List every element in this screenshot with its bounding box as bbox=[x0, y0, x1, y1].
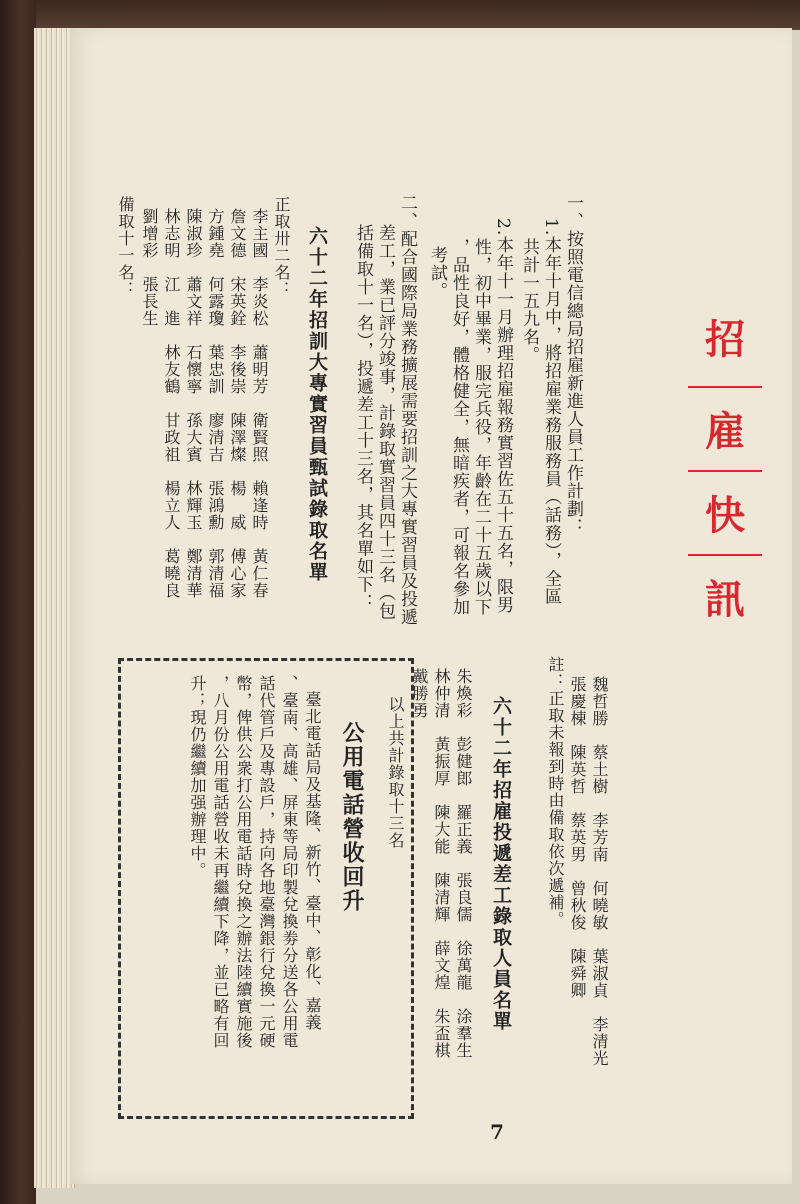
page-number: 7 bbox=[490, 1120, 504, 1144]
list-c-line: 林仲清 黃振厚 陳大能 陳清輝 薛文煌 朱盃棋 bbox=[432, 668, 451, 1059]
notice-line: ，八月份公用電話營收未再繼續下降，並已略有回 bbox=[211, 675, 230, 1049]
notice-line: 臺北電話局及基隆、新竹、臺中、彰化、嘉義 bbox=[303, 691, 322, 1031]
notice-line: 升；現仍繼續加强辦理中。 bbox=[188, 675, 207, 879]
list-a-line: 劉增彩 張長生 bbox=[140, 208, 159, 327]
plan-item1-line: 1.本年十月中，將招雇業務服務員（話務），全區 bbox=[541, 218, 561, 606]
title-divider bbox=[688, 386, 762, 388]
title-divider bbox=[688, 470, 762, 472]
list-a-title: 六十二年招訓大專實習員甄試錄取名單 bbox=[306, 226, 328, 583]
plan-item2-line: 2.本年十一月辦理招雇報務實習佐五十五名，限男 bbox=[493, 218, 513, 615]
list-b-line: 張慶棟 陳英哲 蔡英男 曾秋俊 陳舜卿 bbox=[568, 676, 587, 999]
title-char: 快 bbox=[705, 492, 745, 539]
notice-box bbox=[118, 658, 414, 1119]
intl-line: 二、配合國際局業務擴展需要招訓之大專實習員及投遞 bbox=[397, 194, 417, 626]
list-a-line: 李主國 李炎松 蕭明芳 衛賢照 賴逢時 黃仁春 bbox=[250, 208, 269, 599]
list-a-line: 林志明 江 進 林友鶴 甘政祖 楊立人 葛曉良 bbox=[162, 208, 181, 599]
column-title bbox=[680, 308, 770, 638]
list-a-line: 正取卅二名： bbox=[272, 196, 291, 298]
notice-line: 幣，俾供公衆打公用電話時兌換之辦法陸續實施後 bbox=[234, 675, 253, 1049]
title-char: 訊 bbox=[705, 576, 745, 623]
plan-heading: 一、按照電信總局招雇新進人員工作計劃： bbox=[563, 194, 583, 536]
plan-item2-line: 性，初中畢業，服完兵役，年齡在二十五歲以下 bbox=[471, 238, 491, 616]
list-b-note: 註：正取未報到時由備取依次遞補。 bbox=[546, 656, 565, 928]
list-c-line: 朱煥彩 彭健郎 羅正義 張良儒 徐萬龍 涂羣生 bbox=[454, 668, 473, 1059]
book-cover-top bbox=[0, 0, 800, 30]
plan-item2-line: ，品性良好，體格健全，無暗疾者，可報名參加 bbox=[449, 238, 469, 616]
notice-line: 、臺南、高雄、屏東等局印製兌換劵分送各公用電 bbox=[280, 675, 299, 1049]
title-char: 招 bbox=[705, 316, 745, 363]
intl-line: 差工，業已評分竣事，計錄取實習員四十三名（包 bbox=[375, 224, 395, 620]
list-c-line: 以上共計錄取十三名 bbox=[386, 696, 405, 849]
plan-item1-line: 共計一五九名。 bbox=[519, 238, 539, 364]
book-page bbox=[70, 28, 792, 1184]
plan-item2-line: 考試。 bbox=[427, 246, 447, 300]
list-a-line: 陳淑珍 蕭文祥 石懷寧 孫大賓 林輝玉 鄭清華 bbox=[184, 208, 203, 599]
list-c-line: 戴勝勇 bbox=[410, 668, 429, 719]
list-b-line: 魏哲勝 蔡土樹 李芳南 何曉敏 葉淑貞 李清光 bbox=[590, 676, 609, 1067]
notice-line: 話代管戶及專設戶，持向各地臺灣銀行兌換一元硬 bbox=[257, 675, 276, 1049]
list-a-line: 方鍾堯 何露瓊 葉忠訓 廖清吉 張鴻勳 郭清福 bbox=[206, 208, 225, 599]
page-edges bbox=[34, 28, 75, 1188]
list-a-line: 詹文德 宋英銓 李後崇 陳澤燦 楊 威 傅心家 bbox=[228, 208, 247, 599]
list-a-line: 備取十一名： bbox=[116, 196, 135, 298]
list-c-title: 六十二年招雇投遞差工錄取人員名單 bbox=[490, 696, 512, 1032]
intl-line: 括備取十一名），投遞差工十三名，其名單如下： bbox=[353, 224, 373, 612]
book-cover-spine bbox=[0, 0, 36, 1204]
title-char: 雇 bbox=[705, 408, 745, 455]
title-divider bbox=[688, 554, 762, 556]
notice-title: 公用電話營收回升 bbox=[339, 721, 365, 913]
